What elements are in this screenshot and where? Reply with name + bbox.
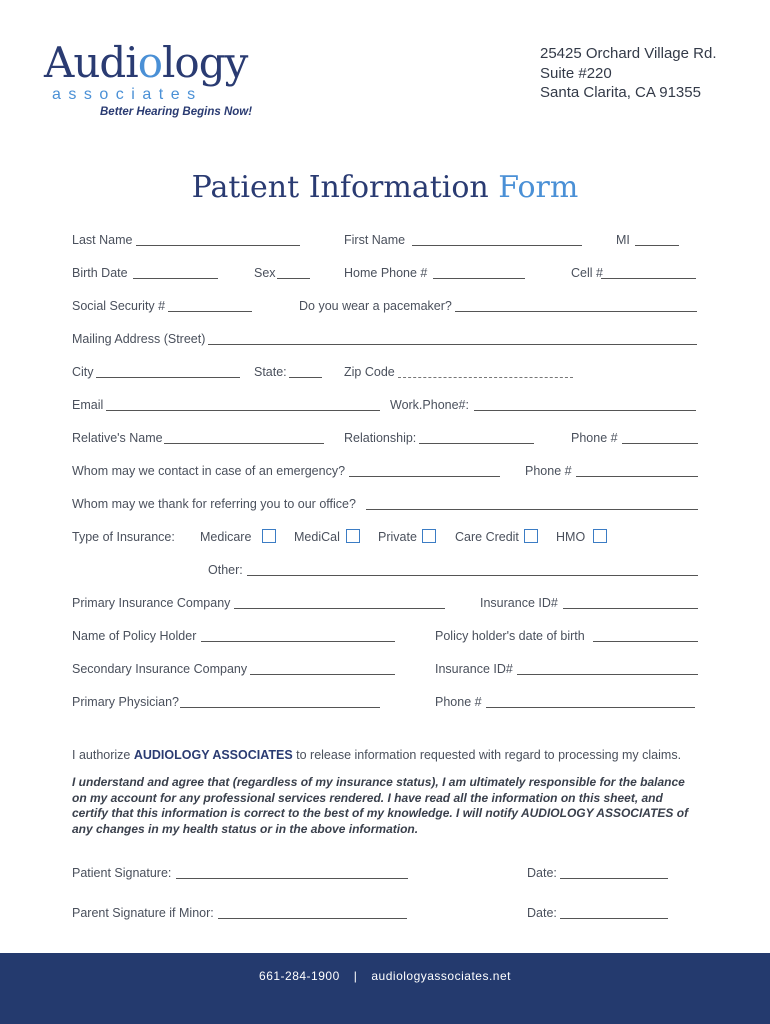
pacemaker-label: Do you wear a pacemaker? [299, 299, 452, 313]
home-phone-field[interactable] [433, 278, 525, 279]
footer-phone: 661-284-1900 [259, 969, 340, 983]
primary-insurance-label: Primary Insurance Company [72, 596, 231, 610]
birth-date-field[interactable] [133, 278, 218, 279]
work-phone-label: Work.Phone#: [390, 398, 469, 412]
relative-name-field[interactable] [164, 443, 324, 444]
emergency-phone-label: Phone # [525, 464, 572, 478]
date-1-label: Date: [527, 866, 557, 880]
private-checkbox[interactable] [422, 529, 436, 543]
medical-checkbox[interactable] [346, 529, 360, 543]
primary-insurance-field[interactable] [234, 608, 445, 609]
date-2-field[interactable] [560, 918, 668, 919]
medicare-checkbox[interactable] [262, 529, 276, 543]
zip-label: Zip Code [344, 365, 395, 379]
relative-phone-field[interactable] [622, 443, 698, 444]
date-1-field[interactable] [560, 878, 668, 879]
office-address [540, 44, 717, 103]
mi-label: MI [616, 233, 630, 247]
footer-bar [0, 953, 770, 1024]
patient-signature-field[interactable] [176, 878, 408, 879]
pacemaker-field[interactable] [455, 311, 697, 312]
email-field[interactable] [106, 410, 380, 411]
private-label: Private [378, 530, 417, 544]
work-phone-field[interactable] [474, 410, 696, 411]
cell-field[interactable] [601, 278, 696, 279]
sex-field[interactable] [277, 278, 310, 279]
emergency-contact-field[interactable] [349, 476, 500, 477]
referral-field[interactable] [366, 509, 698, 510]
ssn-label: Social Security # [72, 299, 166, 313]
ear-icon: o [137, 38, 162, 87]
hmo-checkbox[interactable] [593, 529, 607, 543]
primary-physician-label: Primary Physician? [72, 695, 179, 709]
secondary-insurance-label: Secondary Insurance Company [72, 662, 248, 676]
physician-phone-label: Phone # [435, 695, 482, 709]
logo-subtitle: associates [52, 86, 203, 103]
date-2-label: Date: [527, 906, 557, 920]
insurance-id-2-label: Insurance ID# [435, 662, 513, 676]
insurance-id-2-field[interactable] [517, 674, 698, 675]
address-line-1: 25425 Orchard Village Rd. [540, 45, 717, 62]
primary-physician-field[interactable] [180, 707, 380, 708]
parent-signature-field[interactable] [218, 918, 407, 919]
referral-label: Whom may we thank for referring you to our office? [72, 497, 356, 511]
care-credit-label: Care Credit [455, 530, 519, 544]
emergency-contact-label: Whom may we contact in case of an emergency? [72, 464, 346, 478]
emergency-phone-field[interactable] [576, 476, 698, 477]
insurance-type-label: Type of Insurance: [72, 530, 175, 544]
authorization-statement: I authorize AUDIOLOGY ASSOCIATES to release information requested with regard to processing my claims. [72, 748, 682, 762]
state-field[interactable] [289, 377, 322, 378]
address-line-2: Suite #220 [540, 64, 612, 82]
birth-date-label: Birth Date [72, 266, 128, 280]
medical-label: MediCal [294, 530, 340, 544]
logo-wordmark: Audiology [44, 38, 248, 87]
policy-holder-label: Name of Policy Holder [72, 629, 197, 643]
last-name-label: Last Name [72, 233, 133, 247]
other-insurance-label: Other: [208, 563, 243, 577]
footer-separator: | [353, 969, 358, 983]
secondary-insurance-field[interactable] [250, 674, 395, 675]
page-title: Patient Information Form [191, 170, 579, 205]
parent-signature-label: Parent Signature if Minor: [72, 906, 214, 920]
address-line-3: Santa Clarita, CA 91355 [540, 84, 701, 101]
mailing-address-label: Mailing Address (Street) [72, 332, 206, 346]
logo-tagline: Better Hearing Begins Now! [100, 106, 253, 118]
relationship-field[interactable] [419, 443, 534, 444]
first-name-label: First Name [344, 233, 406, 247]
policy-holder-field[interactable] [201, 641, 395, 642]
last-name-field[interactable] [136, 245, 300, 246]
insurance-id-1-label: Insurance ID# [480, 596, 558, 610]
medicare-label: Medicare [200, 530, 252, 544]
policy-dob-label: Policy holder's date of birth [435, 629, 585, 643]
mi-field[interactable] [635, 245, 679, 246]
state-label: State: [254, 365, 287, 379]
sex-label: Sex [254, 266, 276, 280]
relative-phone-label: Phone # [571, 431, 618, 445]
home-phone-label: Home Phone # [344, 266, 428, 280]
city-field[interactable] [96, 377, 240, 378]
care-credit-checkbox[interactable] [524, 529, 538, 543]
mailing-address-field[interactable] [208, 344, 697, 345]
cell-label: Cell # [571, 266, 603, 280]
city-label: City [72, 365, 94, 379]
patient-signature-label: Patient Signature: [72, 866, 172, 880]
zip-field[interactable] [398, 377, 573, 378]
ssn-field[interactable] [168, 311, 252, 312]
email-label: Email [72, 398, 104, 412]
agreement-paragraph: I understand and agree that (regardless of my insurance status), I am ultimately responsible for the balance on my account for any professional services rendered. I have read all the information on this sheet, and certify that this information is correct to the best of my knowledge. I will notify AUDIOLOGY ASSOCIATES of any changes in my health status or in the above information. [72, 775, 689, 836]
policy-dob-field[interactable] [593, 641, 698, 642]
footer-contact [0, 969, 770, 983]
other-insurance-field[interactable] [247, 575, 698, 576]
first-name-field[interactable] [412, 245, 582, 246]
relative-name-label: Relative's Name [72, 431, 163, 445]
hmo-label: HMO [556, 530, 586, 544]
footer-website: audiologyassociates.net [371, 969, 511, 983]
physician-phone-field[interactable] [486, 707, 695, 708]
insurance-id-1-field[interactable] [563, 608, 698, 609]
relationship-label: Relationship: [344, 431, 417, 445]
